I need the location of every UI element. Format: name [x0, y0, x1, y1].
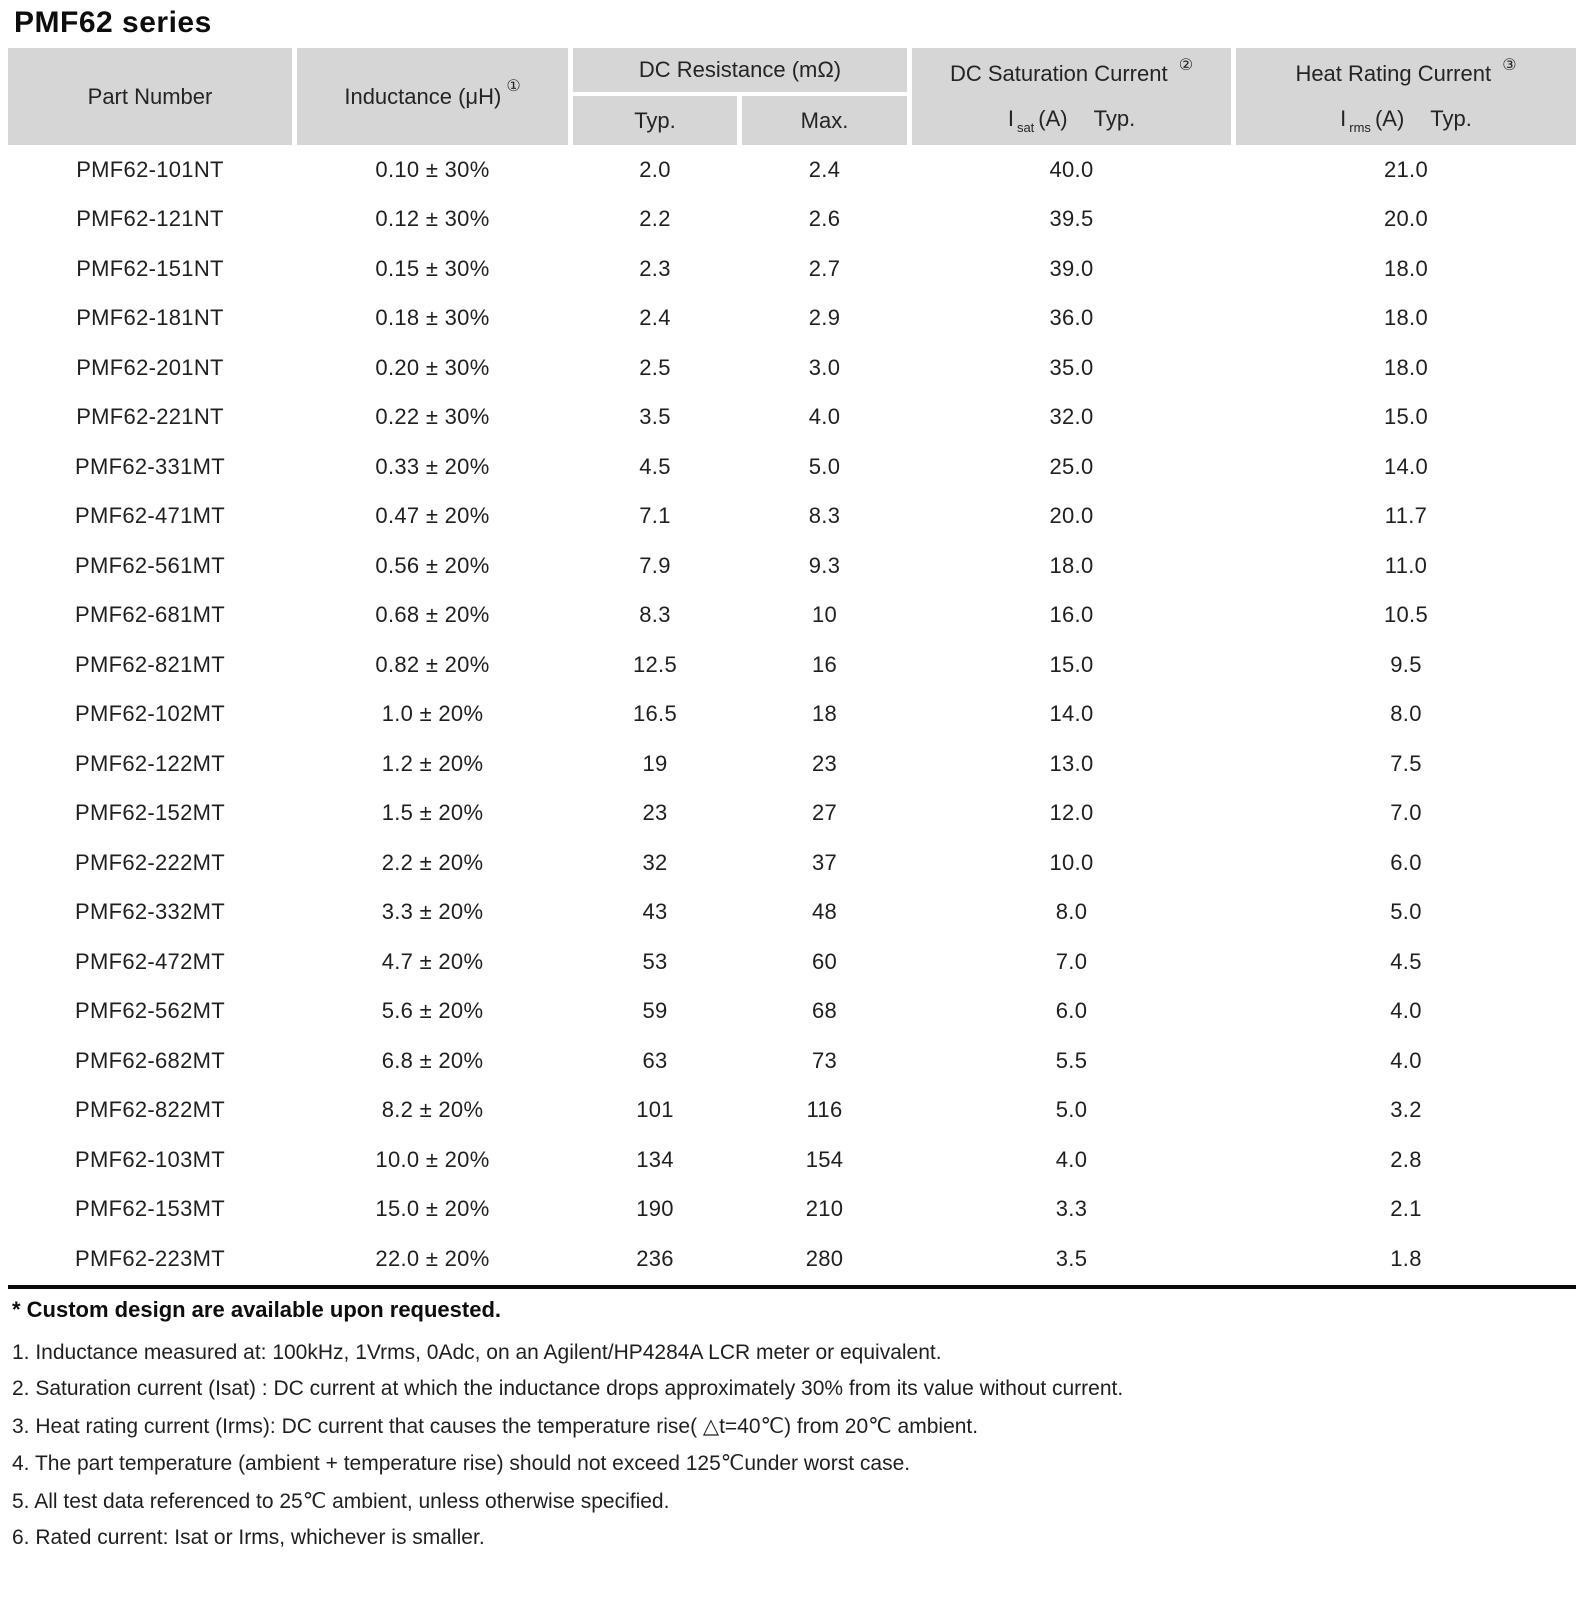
- table-row: [8, 145, 1576, 195]
- isat-cell: 18.0: [1049, 552, 1094, 578]
- inductance-cell: 22.0 ± 20%: [375, 1245, 490, 1271]
- inductance-cell: 0.33 ± 20%: [375, 453, 490, 479]
- irms-cell: 18.0: [1383, 354, 1429, 380]
- dcr-typ-cell: 3.5: [639, 404, 671, 430]
- part-number-cell: PMF62-153MT: [74, 1196, 225, 1222]
- header-inductance-label: Inductance (μH): [344, 83, 502, 109]
- inductance-cell: 0.68 ± 20%: [375, 602, 490, 628]
- isat-cell: 13.0: [1049, 750, 1094, 776]
- irms-cell: 3.2: [1390, 1097, 1422, 1123]
- dcr-max-cell: 154: [805, 1146, 844, 1172]
- dcr-typ-cell: 59: [642, 998, 668, 1024]
- isat-cell: 36.0: [1049, 305, 1094, 331]
- table-row: [8, 739, 1576, 789]
- footnote-4: 4. The part temperature (ambient + temperature rise) should not exceed 125℃under worst case.: [12, 1452, 911, 1475]
- table-row: [8, 1234, 1576, 1284]
- table-row: [8, 195, 1576, 245]
- dcr-typ-cell: 16.5: [632, 701, 678, 727]
- part-number-cell: PMF62-223MT: [74, 1245, 225, 1271]
- isat-subscript: sat: [1016, 119, 1035, 135]
- table-row: [8, 393, 1576, 443]
- isat-cell: 12.0: [1049, 800, 1094, 826]
- dcr-max-cell: 2.6: [808, 206, 841, 232]
- dcr-max-cell: 73: [811, 1047, 838, 1073]
- isat-cell: 8.0: [1055, 899, 1088, 925]
- part-number-cell: PMF62-472MT: [74, 948, 225, 974]
- dcr-max-cell: 27: [811, 800, 838, 826]
- irms-cell: 21.0: [1383, 156, 1429, 182]
- part-number-cell: PMF62-561MT: [74, 552, 225, 578]
- table-row: [8, 244, 1576, 294]
- header-heat-rating-title: [1295, 57, 1517, 87]
- header-saturation-title: [949, 57, 1194, 87]
- dcr-max-cell: 48: [811, 899, 838, 925]
- dcr-typ-cell: 19: [642, 750, 668, 776]
- page-title: PMF62 series: [14, 6, 212, 39]
- table-row: [8, 888, 1576, 938]
- inductance-cell: 0.10 ± 30%: [375, 156, 490, 182]
- table-row: [8, 789, 1576, 839]
- isat-cell: 16.0: [1049, 602, 1094, 628]
- dcr-typ-cell: 236: [636, 1245, 674, 1271]
- dcr-max-cell: 16: [811, 651, 838, 677]
- isat-cell: 39.0: [1049, 255, 1094, 281]
- isat-cell: 4.0: [1055, 1146, 1088, 1172]
- table-row: [8, 1086, 1576, 1136]
- inductance-cell: 5.6 ± 20%: [381, 998, 484, 1024]
- inductance-cell: 0.20 ± 30%: [375, 354, 490, 380]
- dcr-max-cell: 2.9: [808, 305, 841, 331]
- isat-cell: 10.0: [1049, 849, 1094, 875]
- dcr-max-cell: 4.0: [808, 404, 841, 430]
- table-row: [8, 442, 1576, 492]
- irms-cell: 18.0: [1383, 255, 1429, 281]
- part-number-cell: PMF62-103MT: [74, 1146, 225, 1172]
- part-number-cell: PMF62-201NT: [76, 354, 224, 380]
- dcr-typ-cell: 63: [642, 1047, 668, 1073]
- dcr-typ-cell: 4.5: [639, 453, 671, 479]
- table-row: [8, 640, 1576, 690]
- footnote-ref-3-icon: ③: [1502, 57, 1517, 75]
- part-number-cell: PMF62-181NT: [76, 305, 224, 331]
- table-row: [8, 937, 1576, 987]
- irms-cell: 18.0: [1383, 305, 1429, 331]
- dcr-max-cell: 23: [811, 750, 838, 776]
- inductance-cell: 0.47 ± 20%: [375, 503, 490, 529]
- isat-cell: 32.0: [1049, 404, 1094, 430]
- header-part-number: [8, 48, 292, 145]
- part-number-cell: PMF62-682MT: [74, 1047, 225, 1073]
- part-number-cell: PMF62-121NT: [76, 206, 224, 232]
- inductance-cell: 0.56 ± 20%: [375, 552, 490, 578]
- dcr-max-cell: 37: [811, 849, 838, 875]
- part-number-cell: PMF62-122MT: [74, 750, 225, 776]
- footnote-ref-1-icon: ①: [506, 77, 521, 95]
- irms-cell: 9.5: [1390, 651, 1422, 677]
- inductance-cell: 10.0 ± 20%: [375, 1146, 490, 1172]
- part-number-cell: PMF62-152MT: [74, 800, 225, 826]
- dcr-typ-cell: 12.5: [632, 651, 678, 677]
- dcr-max-cell: 2.4: [808, 156, 841, 182]
- irms-typ-label: Typ.: [1430, 105, 1472, 131]
- header-dc-resistance: [573, 48, 907, 92]
- part-number-cell: PMF62-222MT: [74, 849, 225, 875]
- isat-cell: 20.0: [1049, 503, 1094, 529]
- isat-unit: (A): [1038, 105, 1068, 131]
- part-number-cell: PMF62-562MT: [74, 998, 225, 1024]
- header-saturation-label: DC Saturation Current: [949, 61, 1168, 87]
- dcr-typ-cell: 23: [642, 800, 668, 826]
- dcr-max-cell: 18: [811, 701, 838, 727]
- part-number-cell: PMF62-331MT: [74, 453, 225, 479]
- table-body: [8, 145, 1576, 1284]
- part-number-cell: PMF62-821MT: [74, 651, 225, 677]
- parts-table: [8, 48, 1576, 1284]
- irms-cell: 11.0: [1384, 552, 1428, 578]
- inductance-cell: 8.2 ± 20%: [381, 1097, 484, 1123]
- isat-cell: 7.0: [1055, 948, 1088, 974]
- part-number-cell: PMF62-221NT: [76, 404, 224, 430]
- irms-cell: 15.0: [1383, 404, 1429, 430]
- dcr-typ-cell: 43: [642, 899, 668, 925]
- part-number-cell: PMF62-102MT: [74, 701, 225, 727]
- header-heat-rating-sub: [1340, 105, 1472, 135]
- dcr-typ-cell: 8.3: [639, 602, 671, 628]
- inductance-cell: 6.8 ± 20%: [381, 1047, 484, 1073]
- isat-symbol: I: [1007, 105, 1014, 131]
- table-row: [8, 591, 1576, 641]
- header-dcr-typ-label: Typ.: [634, 107, 676, 133]
- dcr-max-cell: 116: [806, 1097, 843, 1123]
- header-part-number-label: Part Number: [87, 83, 213, 109]
- inductance-cell: 15.0 ± 20%: [375, 1196, 490, 1222]
- inductance-cell: 2.2 ± 20%: [381, 849, 484, 875]
- header-dcr-typ: [573, 96, 737, 145]
- irms-cell: 7.5: [1390, 750, 1422, 776]
- footnote-2: 2. Saturation current (Isat) : DC current at which the inductance drops approximately 30% from its value without current.: [12, 1377, 1124, 1400]
- isat-cell: 25.0: [1049, 453, 1094, 479]
- dcr-max-cell: 8.3: [808, 503, 841, 529]
- header-saturation: [912, 48, 1231, 145]
- part-number-cell: PMF62-471MT: [74, 503, 225, 529]
- table-bottom-rule: [8, 1285, 1576, 1289]
- inductance-cell: 1.0 ± 20%: [381, 701, 484, 727]
- dcr-typ-cell: 2.5: [639, 354, 671, 380]
- table-row: [8, 294, 1576, 344]
- table-row: [8, 1036, 1576, 1086]
- footnote-5: 5. All test data referenced to 25℃ ambient, unless otherwise specified.: [12, 1489, 670, 1513]
- isat-cell: 40.0: [1049, 156, 1094, 182]
- irms-cell: 11.7: [1384, 503, 1428, 529]
- isat-typ-label: Typ.: [1093, 105, 1136, 131]
- dcr-typ-cell: 53: [642, 948, 668, 974]
- header-dcr-max-label: Max.: [800, 107, 849, 133]
- table-row: [8, 541, 1576, 591]
- irms-subscript: rms: [1349, 119, 1371, 135]
- table-header: [8, 48, 1576, 145]
- irms-cell: 5.0: [1390, 899, 1422, 925]
- irms-cell: 14.0: [1383, 453, 1429, 479]
- inductance-cell: 3.3 ± 20%: [381, 899, 484, 925]
- dcr-typ-cell: 2.3: [639, 255, 671, 281]
- table-row: [8, 690, 1576, 740]
- irms-cell: 10.5: [1383, 602, 1429, 628]
- header-heat-rating-label: Heat Rating Current: [1295, 61, 1492, 87]
- dcr-max-cell: 9.3: [808, 552, 841, 578]
- dcr-max-cell: 210: [805, 1196, 844, 1222]
- table-row: [8, 1185, 1576, 1235]
- footnote-6: 6. Rated current: Isat or Irms, whichever is smaller.: [12, 1526, 485, 1549]
- header-inductance: [297, 48, 568, 145]
- inductance-cell: 0.12 ± 30%: [375, 206, 490, 232]
- part-number-cell: PMF62-681MT: [74, 602, 225, 628]
- inductance-cell: 0.82 ± 20%: [375, 651, 490, 677]
- header-heat-rating: [1236, 48, 1576, 145]
- footnotes-section: [12, 1297, 1585, 1551]
- footnote-ref-2-icon: ②: [1178, 57, 1194, 75]
- header-saturation-sub: [1007, 105, 1136, 135]
- table-row: [8, 987, 1576, 1037]
- dcr-max-cell: 60: [811, 948, 838, 974]
- inductance-cell: 1.5 ± 20%: [381, 800, 484, 826]
- irms-cell: 4.0: [1390, 1047, 1422, 1073]
- inductance-cell: 0.22 ± 30%: [375, 404, 490, 430]
- table-row: [8, 1135, 1576, 1185]
- header-dcr-max: [742, 96, 907, 145]
- isat-cell: 15.0: [1049, 651, 1094, 677]
- dcr-max-cell: 5.0: [808, 453, 841, 479]
- irms-symbol: I: [1340, 105, 1347, 131]
- dcr-typ-cell: 101: [636, 1097, 674, 1123]
- part-number-cell: PMF62-151NT: [76, 255, 224, 281]
- inductance-cell: 4.7 ± 20%: [381, 948, 484, 974]
- irms-cell: 8.0: [1390, 701, 1422, 727]
- part-number-cell: PMF62-101NT: [76, 156, 224, 182]
- footnote-1: 1. Inductance measured at: 100kHz, 1Vrms, 0Adc, on an Agilent/HP4284A LCR meter or equivalent.: [12, 1340, 942, 1364]
- irms-cell: 2.8: [1390, 1146, 1422, 1172]
- irms-unit: (A): [1374, 105, 1405, 131]
- isat-cell: 39.5: [1049, 206, 1094, 232]
- irms-cell: 6.0: [1390, 849, 1422, 875]
- irms-cell: 2.1: [1390, 1196, 1422, 1222]
- dcr-typ-cell: 2.0: [639, 156, 671, 182]
- footnote-custom-design: * Custom design are available upon requested.: [12, 1296, 502, 1322]
- irms-cell: 1.8: [1390, 1245, 1422, 1271]
- dcr-typ-cell: 32: [642, 849, 668, 875]
- dcr-max-cell: 2.7: [808, 255, 841, 281]
- part-number-cell: PMF62-332MT: [74, 899, 225, 925]
- header-dc-resistance-label: DC Resistance (mΩ): [638, 57, 842, 82]
- isat-cell: 14.0: [1049, 701, 1094, 727]
- dcr-max-cell: 68: [811, 998, 838, 1024]
- irms-cell: 4.5: [1390, 948, 1422, 974]
- footnote-3: 3. Heat rating current (Irms): DC current that causes the temperature rise( △t=40℃) from 20℃ ambient.: [12, 1414, 979, 1438]
- irms-cell: 7.0: [1390, 800, 1422, 826]
- table-row: [8, 343, 1576, 393]
- inductance-cell: 0.15 ± 30%: [375, 255, 490, 281]
- isat-cell: 5.5: [1055, 1047, 1088, 1073]
- isat-cell: 3.3: [1055, 1196, 1088, 1222]
- irms-cell: 20.0: [1383, 206, 1429, 232]
- inductance-cell: 1.2 ± 20%: [381, 750, 484, 776]
- part-number-cell: PMF62-822MT: [74, 1097, 225, 1123]
- dcr-typ-cell: 134: [636, 1146, 674, 1172]
- isat-cell: 35.0: [1049, 354, 1094, 380]
- table-row: [8, 492, 1576, 542]
- isat-cell: 5.0: [1055, 1097, 1088, 1123]
- dcr-max-cell: 3.0: [808, 354, 841, 380]
- dcr-max-cell: 280: [805, 1245, 844, 1271]
- dcr-typ-cell: 2.4: [639, 305, 671, 331]
- irms-cell: 4.0: [1390, 998, 1422, 1024]
- dcr-typ-cell: 7.9: [639, 552, 671, 578]
- inductance-cell: 0.18 ± 30%: [375, 305, 490, 331]
- dcr-typ-cell: 2.2: [639, 206, 671, 232]
- dcr-max-cell: 10: [811, 602, 838, 628]
- dcr-typ-cell: 190: [636, 1196, 674, 1222]
- isat-cell: 3.5: [1055, 1245, 1088, 1271]
- table-row: [8, 838, 1576, 888]
- isat-cell: 6.0: [1055, 998, 1088, 1024]
- dcr-typ-cell: 7.1: [639, 503, 671, 529]
